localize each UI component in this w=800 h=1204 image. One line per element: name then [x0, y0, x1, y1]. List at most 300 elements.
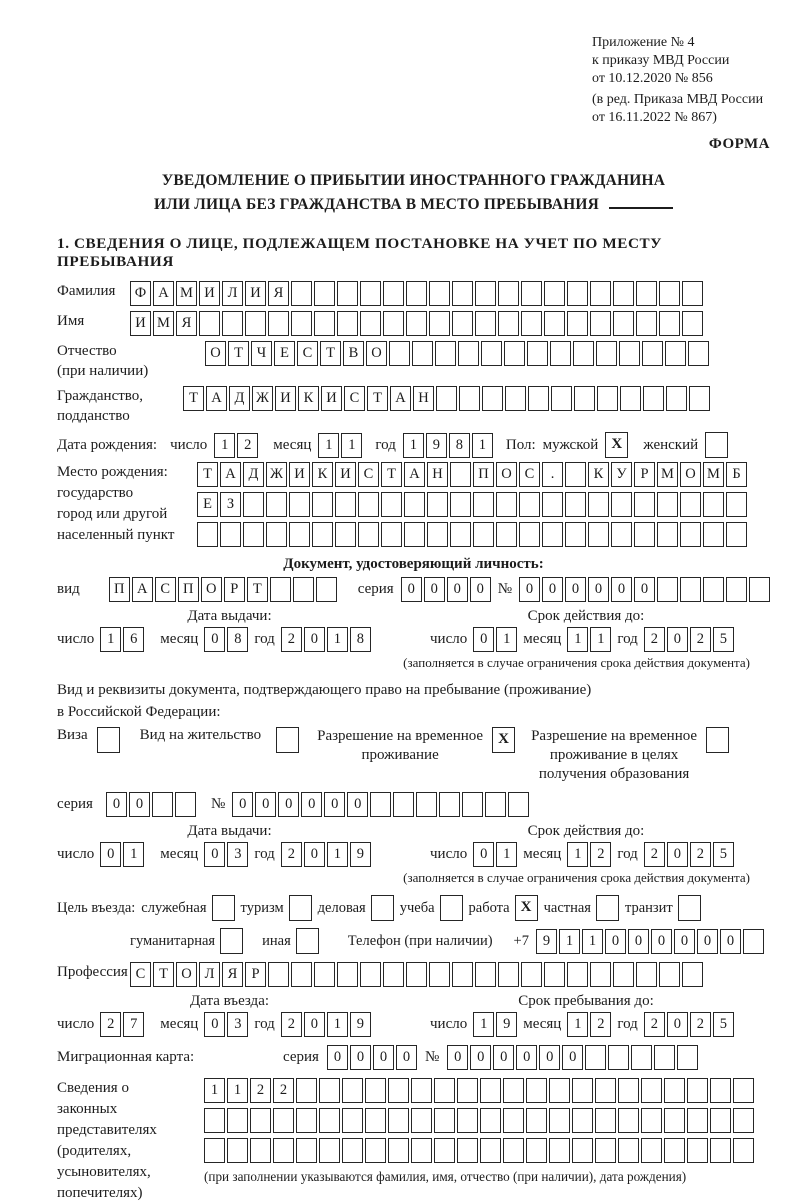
char-box[interactable] [572, 1138, 593, 1163]
char-box[interactable] [659, 962, 680, 987]
char-box[interactable] [680, 492, 701, 517]
char-box[interactable] [411, 1078, 432, 1103]
char-box[interactable] [270, 577, 291, 602]
char-box[interactable] [197, 522, 218, 547]
char-box[interactable] [590, 962, 611, 987]
char-box[interactable]: А [390, 386, 411, 411]
char-box[interactable] [459, 386, 480, 411]
char-box[interactable] [682, 962, 703, 987]
char-box[interactable] [588, 492, 609, 517]
char-box[interactable] [389, 341, 410, 366]
char-box[interactable]: И [275, 386, 296, 411]
char-box[interactable]: 2 [273, 1078, 294, 1103]
char-box[interactable] [462, 792, 483, 817]
char-box[interactable]: 0 [667, 1012, 688, 1037]
char-box[interactable] [726, 577, 747, 602]
char-box[interactable] [482, 386, 503, 411]
char-box[interactable] [458, 341, 479, 366]
char-box[interactable] [657, 522, 678, 547]
char-box[interactable]: С [358, 462, 379, 487]
char-box[interactable]: 0 [651, 929, 672, 954]
char-box[interactable] [749, 577, 770, 602]
char-box[interactable] [222, 311, 243, 336]
char-box[interactable]: Е [274, 341, 295, 366]
char-box[interactable] [503, 1138, 524, 1163]
char-box[interactable]: Я [268, 281, 289, 306]
char-box[interactable] [429, 281, 450, 306]
char-box[interactable] [250, 1108, 271, 1133]
char-box[interactable] [434, 1138, 455, 1163]
char-box[interactable] [682, 311, 703, 336]
char-box[interactable] [542, 492, 563, 517]
char-box[interactable]: 0 [373, 1045, 394, 1070]
char-box[interactable] [618, 1108, 639, 1133]
char-box[interactable] [250, 1138, 271, 1163]
sex-female-checkbox[interactable] [705, 432, 728, 458]
char-box[interactable] [319, 1078, 340, 1103]
char-box[interactable] [293, 577, 314, 602]
char-box[interactable] [643, 386, 664, 411]
char-box[interactable] [498, 962, 519, 987]
char-box[interactable]: Д [243, 462, 264, 487]
char-box[interactable]: 9 [350, 1012, 371, 1037]
char-box[interactable] [416, 792, 437, 817]
char-box[interactable] [703, 577, 724, 602]
char-box[interactable]: 2 [281, 842, 302, 867]
char-box[interactable]: 5 [713, 627, 734, 652]
char-box[interactable] [434, 1108, 455, 1133]
char-box[interactable] [618, 1078, 639, 1103]
char-box[interactable] [381, 492, 402, 517]
char-box[interactable]: 6 [123, 627, 144, 652]
char-box[interactable] [365, 1138, 386, 1163]
char-box[interactable] [498, 281, 519, 306]
char-box[interactable] [733, 1078, 754, 1103]
char-box[interactable] [268, 311, 289, 336]
char-box[interactable]: 0 [519, 577, 540, 602]
char-box[interactable] [227, 1108, 248, 1133]
purpose-business-checkbox[interactable] [371, 895, 394, 921]
char-box[interactable]: В [343, 341, 364, 366]
char-box[interactable] [498, 311, 519, 336]
char-box[interactable] [654, 1045, 675, 1070]
char-box[interactable] [687, 1078, 708, 1103]
char-box[interactable] [496, 492, 517, 517]
char-box[interactable] [613, 311, 634, 336]
char-box[interactable]: 1 [204, 1078, 225, 1103]
char-box[interactable] [475, 311, 496, 336]
char-box[interactable] [475, 962, 496, 987]
char-box[interactable] [565, 462, 586, 487]
char-box[interactable]: 2 [237, 433, 258, 458]
char-box[interactable]: А [220, 462, 241, 487]
char-box[interactable] [335, 492, 356, 517]
char-box[interactable] [435, 341, 456, 366]
char-box[interactable] [620, 386, 641, 411]
char-box[interactable] [273, 1138, 294, 1163]
char-box[interactable] [680, 577, 701, 602]
char-box[interactable]: Т [367, 386, 388, 411]
char-box[interactable] [360, 962, 381, 987]
char-box[interactable]: 0 [447, 1045, 468, 1070]
char-box[interactable]: 9 [350, 842, 371, 867]
char-box[interactable]: 0 [562, 1045, 583, 1070]
char-box[interactable]: 0 [697, 929, 718, 954]
char-box[interactable] [381, 522, 402, 547]
char-box[interactable] [657, 492, 678, 517]
char-box[interactable]: К [298, 386, 319, 411]
char-box[interactable]: 0 [470, 577, 491, 602]
char-box[interactable]: Н [413, 386, 434, 411]
char-box[interactable] [689, 386, 710, 411]
char-box[interactable]: 2 [690, 1012, 711, 1037]
char-box[interactable]: 0 [327, 1045, 348, 1070]
char-box[interactable]: 1 [567, 627, 588, 652]
char-box[interactable]: 1 [318, 433, 339, 458]
char-box[interactable]: О [201, 577, 222, 602]
char-box[interactable]: Т [247, 577, 268, 602]
char-box[interactable] [314, 311, 335, 336]
char-box[interactable] [636, 311, 657, 336]
char-box[interactable]: 0 [304, 842, 325, 867]
char-box[interactable]: Е [197, 492, 218, 517]
char-box[interactable]: 0 [396, 1045, 417, 1070]
char-box[interactable]: Р [224, 577, 245, 602]
char-box[interactable]: 0 [278, 792, 299, 817]
char-box[interactable] [613, 281, 634, 306]
char-box[interactable]: 9 [536, 929, 557, 954]
char-box[interactable]: К [588, 462, 609, 487]
char-box[interactable] [312, 492, 333, 517]
char-box[interactable] [597, 386, 618, 411]
char-box[interactable] [452, 281, 473, 306]
char-box[interactable] [480, 1078, 501, 1103]
char-box[interactable]: С [297, 341, 318, 366]
char-box[interactable] [680, 522, 701, 547]
char-box[interactable]: 2 [590, 1012, 611, 1037]
char-box[interactable] [710, 1108, 731, 1133]
char-box[interactable] [436, 386, 457, 411]
char-box[interactable]: 0 [347, 792, 368, 817]
char-box[interactable] [550, 341, 571, 366]
char-box[interactable] [567, 281, 588, 306]
char-box[interactable]: 0 [628, 929, 649, 954]
char-box[interactable] [370, 792, 391, 817]
char-box[interactable] [319, 1108, 340, 1133]
char-box[interactable]: А [153, 281, 174, 306]
char-box[interactable]: Р [245, 962, 266, 987]
char-box[interactable] [296, 1138, 317, 1163]
char-box[interactable] [291, 962, 312, 987]
char-box[interactable] [485, 792, 506, 817]
purpose-tourism-checkbox[interactable] [289, 895, 312, 921]
char-box[interactable] [544, 311, 565, 336]
char-box[interactable] [365, 1108, 386, 1133]
char-box[interactable] [342, 1078, 363, 1103]
char-box[interactable]: 0 [493, 1045, 514, 1070]
char-box[interactable]: 1 [403, 433, 424, 458]
char-box[interactable]: 0 [232, 792, 253, 817]
char-box[interactable] [480, 1138, 501, 1163]
char-box[interactable] [457, 1138, 478, 1163]
char-box[interactable]: 1 [327, 627, 348, 652]
char-box[interactable]: 2 [281, 627, 302, 652]
char-box[interactable] [411, 1138, 432, 1163]
char-box[interactable]: Т [381, 462, 402, 487]
char-box[interactable] [342, 1108, 363, 1133]
char-box[interactable]: 8 [227, 627, 248, 652]
char-box[interactable] [549, 1108, 570, 1133]
char-box[interactable] [291, 281, 312, 306]
char-box[interactable] [636, 962, 657, 987]
char-box[interactable] [337, 281, 358, 306]
char-box[interactable]: 8 [350, 627, 371, 652]
char-box[interactable]: 0 [204, 627, 225, 652]
char-box[interactable]: М [176, 281, 197, 306]
char-box[interactable] [175, 792, 196, 817]
char-box[interactable]: О [680, 462, 701, 487]
char-box[interactable] [619, 341, 640, 366]
char-box[interactable]: С [344, 386, 365, 411]
char-box[interactable] [427, 522, 448, 547]
char-box[interactable]: 1 [327, 842, 348, 867]
char-box[interactable] [316, 577, 337, 602]
char-box[interactable] [703, 492, 724, 517]
purpose-private-checkbox[interactable] [596, 895, 619, 921]
char-box[interactable]: 1 [472, 433, 493, 458]
char-box[interactable] [726, 522, 747, 547]
char-box[interactable] [411, 1108, 432, 1133]
char-box[interactable] [452, 311, 473, 336]
char-box[interactable] [567, 962, 588, 987]
char-box[interactable]: А [206, 386, 227, 411]
char-box[interactable] [314, 281, 335, 306]
char-box[interactable]: У [611, 462, 632, 487]
char-box[interactable] [664, 1078, 685, 1103]
char-box[interactable] [641, 1108, 662, 1133]
char-box[interactable] [636, 281, 657, 306]
char-box[interactable]: 0 [301, 792, 322, 817]
char-box[interactable]: 9 [426, 433, 447, 458]
char-box[interactable]: 0 [605, 929, 626, 954]
char-box[interactable] [412, 341, 433, 366]
char-box[interactable] [743, 929, 764, 954]
char-box[interactable]: 1 [100, 627, 121, 652]
char-box[interactable] [360, 311, 381, 336]
char-box[interactable]: 0 [611, 577, 632, 602]
char-box[interactable]: 1 [559, 929, 580, 954]
visa-checkbox[interactable] [97, 727, 120, 753]
char-box[interactable] [574, 386, 595, 411]
char-box[interactable] [549, 1078, 570, 1103]
char-box[interactable] [733, 1138, 754, 1163]
char-box[interactable] [504, 341, 525, 366]
char-box[interactable]: Т [153, 962, 174, 987]
char-box[interactable] [519, 522, 540, 547]
char-box[interactable]: 0 [129, 792, 150, 817]
char-box[interactable]: Т [183, 386, 204, 411]
char-box[interactable]: 2 [281, 1012, 302, 1037]
char-box[interactable]: 1 [473, 1012, 494, 1037]
char-box[interactable]: 1 [582, 929, 603, 954]
char-box[interactable]: 0 [539, 1045, 560, 1070]
char-box[interactable] [703, 522, 724, 547]
char-box[interactable] [687, 1138, 708, 1163]
char-box[interactable] [642, 341, 663, 366]
char-box[interactable] [243, 522, 264, 547]
char-box[interactable]: 0 [674, 929, 695, 954]
char-box[interactable]: 0 [424, 577, 445, 602]
char-box[interactable] [296, 1078, 317, 1103]
char-box[interactable] [503, 1108, 524, 1133]
char-box[interactable]: 0 [304, 1012, 325, 1037]
char-box[interactable]: 3 [227, 1012, 248, 1037]
char-box[interactable] [227, 1138, 248, 1163]
char-box[interactable]: 9 [496, 1012, 517, 1037]
char-box[interactable] [496, 522, 517, 547]
char-box[interactable] [631, 1045, 652, 1070]
char-box[interactable]: А [404, 462, 425, 487]
char-box[interactable] [567, 311, 588, 336]
char-box[interactable] [243, 492, 264, 517]
char-box[interactable]: М [657, 462, 678, 487]
char-box[interactable] [457, 1078, 478, 1103]
char-box[interactable]: 2 [690, 627, 711, 652]
char-box[interactable] [450, 522, 471, 547]
char-box[interactable]: Ж [252, 386, 273, 411]
char-box[interactable] [393, 792, 414, 817]
char-box[interactable] [634, 522, 655, 547]
char-box[interactable]: И [335, 462, 356, 487]
char-box[interactable]: . [542, 462, 563, 487]
char-box[interactable] [406, 281, 427, 306]
char-box[interactable]: 0 [401, 577, 422, 602]
char-box[interactable]: Я [176, 311, 197, 336]
char-box[interactable]: 3 [227, 842, 248, 867]
char-box[interactable]: 2 [644, 1012, 665, 1037]
char-box[interactable] [289, 492, 310, 517]
char-box[interactable]: А [132, 577, 153, 602]
char-box[interactable]: 1 [327, 1012, 348, 1037]
purpose-humanitarian-checkbox[interactable] [220, 928, 243, 954]
char-box[interactable] [439, 792, 460, 817]
char-box[interactable] [383, 962, 404, 987]
char-box[interactable]: 0 [204, 1012, 225, 1037]
char-box[interactable] [427, 492, 448, 517]
char-box[interactable] [726, 492, 747, 517]
char-box[interactable] [337, 962, 358, 987]
purpose-other-checkbox[interactable] [296, 928, 319, 954]
char-box[interactable] [473, 492, 494, 517]
char-box[interactable]: 1 [496, 627, 517, 652]
char-box[interactable]: Д [229, 386, 250, 411]
char-box[interactable] [204, 1108, 225, 1133]
sex-male-checkbox[interactable]: X [605, 432, 628, 458]
char-box[interactable] [682, 281, 703, 306]
char-box[interactable] [588, 522, 609, 547]
char-box[interactable]: 0 [304, 627, 325, 652]
char-box[interactable] [452, 962, 473, 987]
char-box[interactable] [383, 311, 404, 336]
char-box[interactable] [475, 281, 496, 306]
char-box[interactable]: 8 [449, 433, 470, 458]
char-box[interactable]: 2 [100, 1012, 121, 1037]
char-box[interactable] [585, 1045, 606, 1070]
char-box[interactable]: 5 [713, 1012, 734, 1037]
char-box[interactable]: 0 [588, 577, 609, 602]
char-box[interactable] [358, 522, 379, 547]
char-box[interactable]: О [496, 462, 517, 487]
char-box[interactable]: 0 [720, 929, 741, 954]
char-box[interactable]: 0 [255, 792, 276, 817]
char-box[interactable]: 0 [324, 792, 345, 817]
char-box[interactable] [268, 962, 289, 987]
char-box[interactable] [565, 522, 586, 547]
char-box[interactable]: О [176, 962, 197, 987]
char-box[interactable] [544, 962, 565, 987]
char-box[interactable] [319, 1138, 340, 1163]
char-box[interactable]: 0 [470, 1045, 491, 1070]
char-box[interactable] [608, 1045, 629, 1070]
char-box[interactable]: 0 [516, 1045, 537, 1070]
char-box[interactable]: 0 [204, 842, 225, 867]
char-box[interactable] [388, 1108, 409, 1133]
char-box[interactable] [641, 1078, 662, 1103]
char-box[interactable]: Т [197, 462, 218, 487]
char-box[interactable] [481, 341, 502, 366]
char-box[interactable] [572, 1078, 593, 1103]
char-box[interactable]: О [205, 341, 226, 366]
char-box[interactable] [429, 311, 450, 336]
char-box[interactable] [406, 962, 427, 987]
char-box[interactable] [659, 281, 680, 306]
char-box[interactable] [618, 1138, 639, 1163]
char-box[interactable] [388, 1078, 409, 1103]
char-box[interactable] [596, 341, 617, 366]
char-box[interactable] [505, 386, 526, 411]
char-box[interactable] [383, 281, 404, 306]
char-box[interactable] [687, 1108, 708, 1133]
char-box[interactable]: 0 [106, 792, 127, 817]
char-box[interactable]: И [245, 281, 266, 306]
purpose-work-checkbox[interactable]: X [515, 895, 538, 921]
char-box[interactable]: И [199, 281, 220, 306]
char-box[interactable] [526, 1108, 547, 1133]
char-box[interactable] [710, 1078, 731, 1103]
char-box[interactable]: 2 [590, 842, 611, 867]
char-box[interactable] [613, 962, 634, 987]
char-box[interactable] [526, 1138, 547, 1163]
char-box[interactable] [526, 1078, 547, 1103]
char-box[interactable]: Н [427, 462, 448, 487]
char-box[interactable] [664, 1108, 685, 1133]
purpose-transit-checkbox[interactable] [678, 895, 701, 921]
char-box[interactable]: 2 [644, 842, 665, 867]
char-box[interactable]: И [130, 311, 151, 336]
char-box[interactable]: М [153, 311, 174, 336]
char-box[interactable] [665, 341, 686, 366]
char-box[interactable]: З [220, 492, 241, 517]
char-box[interactable]: 5 [713, 842, 734, 867]
char-box[interactable]: К [312, 462, 333, 487]
char-box[interactable] [542, 522, 563, 547]
char-box[interactable] [595, 1138, 616, 1163]
char-box[interactable]: Я [222, 962, 243, 987]
char-box[interactable]: 0 [350, 1045, 371, 1070]
char-box[interactable] [335, 522, 356, 547]
char-box[interactable] [521, 311, 542, 336]
char-box[interactable] [508, 792, 529, 817]
